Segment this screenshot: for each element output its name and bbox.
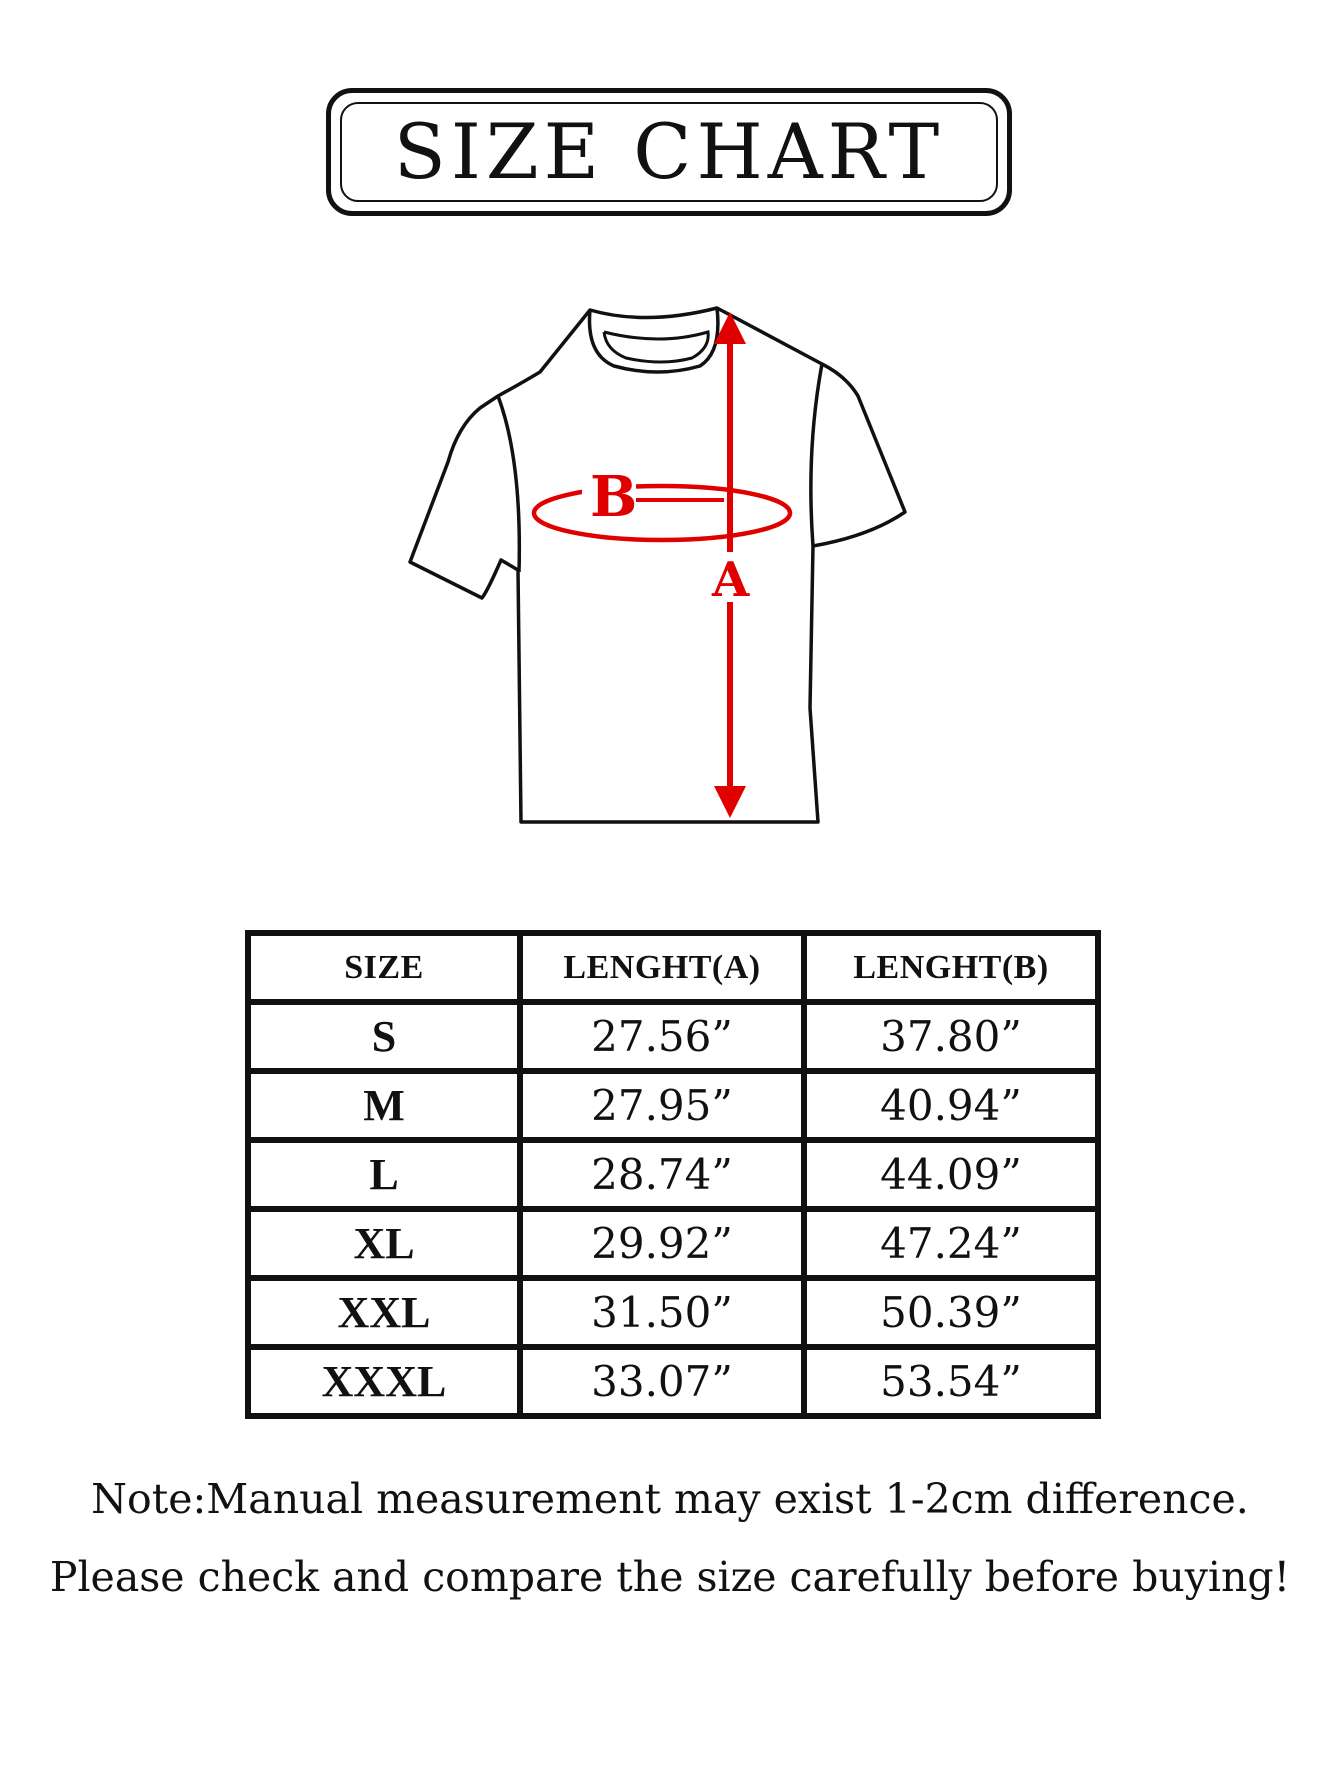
cell-length-b: 37.80” [804, 1002, 1098, 1071]
cell-length-b: 40.94” [804, 1071, 1098, 1140]
title-badge-inner [340, 102, 998, 202]
label-a: A [712, 552, 750, 608]
cell-size: XXL [248, 1278, 520, 1347]
cell-size: M [248, 1071, 520, 1140]
note-line-1: Note:Manual measurement may exist 1-2cm difference. [91, 1475, 1249, 1523]
table-row [248, 1278, 1098, 1347]
size-table [245, 930, 1101, 1419]
table-row [248, 1002, 1098, 1071]
header-length-a: LENGHT(A) [520, 933, 804, 1002]
page-title: SIZE CHART [393, 107, 945, 196]
size-table-container [245, 930, 1095, 1406]
cell-length-a: 27.95” [520, 1071, 804, 1140]
cell-length-a: 29.92” [520, 1209, 804, 1278]
table-row [248, 1209, 1098, 1278]
table-header-row [248, 933, 1098, 1002]
cell-size: XXXL [248, 1347, 520, 1416]
cell-size: S [248, 1002, 520, 1071]
table-row [248, 1140, 1098, 1209]
cell-length-b: 50.39” [804, 1278, 1098, 1347]
cell-length-a: 27.56” [520, 1002, 804, 1071]
table-row [248, 1347, 1098, 1416]
note-line-2: Please check and compare the size carefully before buying! [49, 1553, 1291, 1601]
cell-length-a: 33.07” [520, 1347, 804, 1416]
header-length-b: LENGHT(B) [804, 933, 1098, 1002]
cell-length-b: 47.24” [804, 1209, 1098, 1278]
tshirt-outline [410, 308, 905, 822]
header-size: SIZE [248, 933, 520, 1002]
cell-length-a: 31.50” [520, 1278, 804, 1347]
cell-length-b: 44.09” [804, 1140, 1098, 1209]
cell-size: XL [248, 1209, 520, 1278]
cell-length-a: 28.74” [520, 1140, 804, 1209]
tshirt-diagram-svg [400, 300, 920, 840]
cell-length-b: 53.54” [804, 1347, 1098, 1416]
title-badge [326, 88, 1012, 216]
table-row [248, 1071, 1098, 1140]
tshirt-diagram [400, 300, 920, 840]
label-b: B [590, 464, 638, 530]
cell-size: L [248, 1140, 520, 1209]
